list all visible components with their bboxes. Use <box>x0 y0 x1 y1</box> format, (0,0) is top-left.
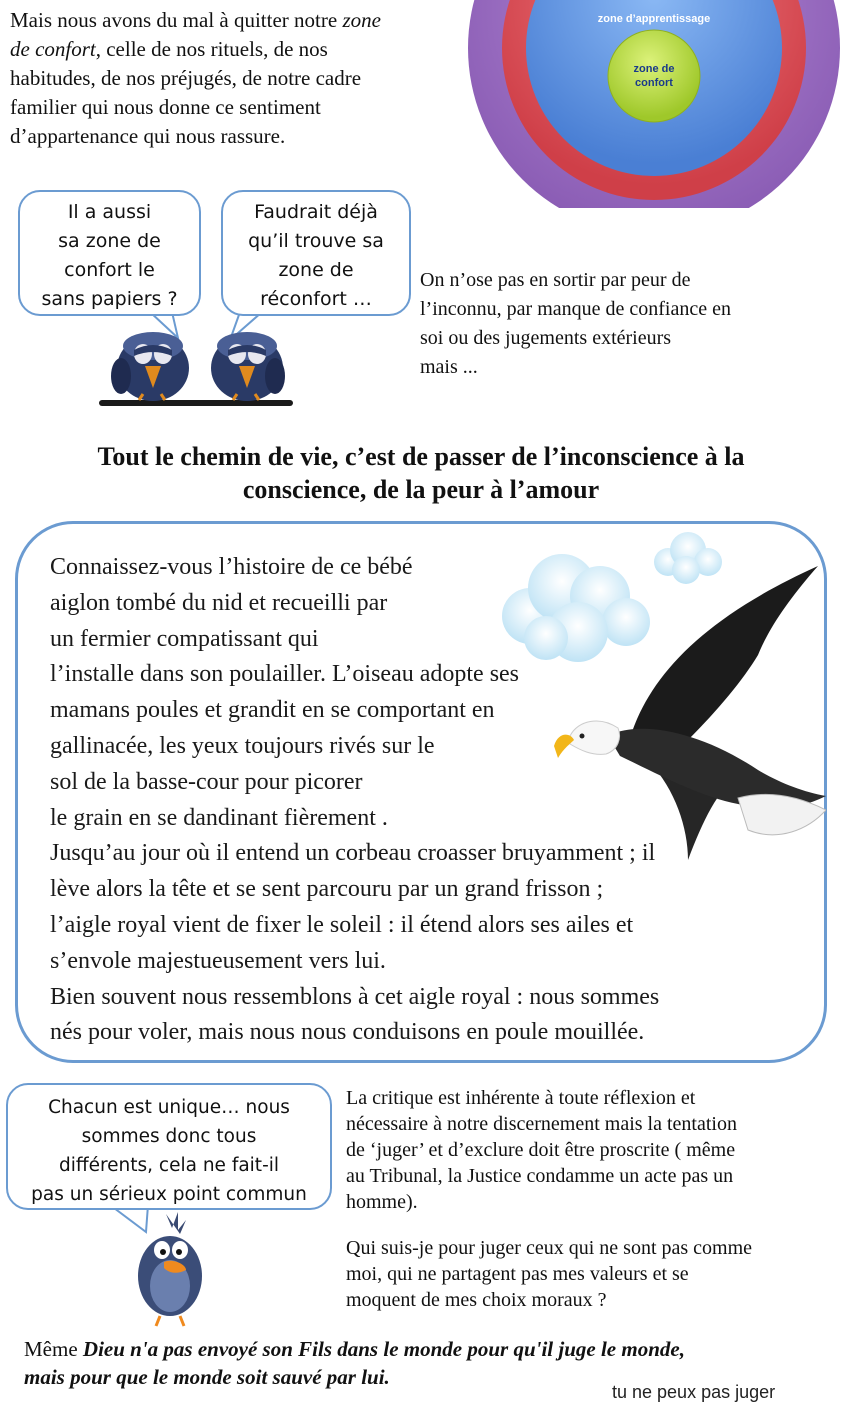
inner-zone-label-1: zone de <box>633 63 675 75</box>
story-line: Connaissez-vous l’histoire de ce bébé <box>50 554 413 580</box>
bubble-right-line: réconfort … <box>260 288 372 310</box>
story-line: s’envole majestueusement vers lui. <box>50 947 386 974</box>
zone-text-line: l’inconnu, par manque de confiance en <box>420 298 731 320</box>
speech-bubble-left <box>18 190 201 316</box>
bird-left <box>111 332 189 401</box>
story-line: un fermier compatissant qui <box>50 625 319 652</box>
story-line: l’aigle royal vient de fixer le soleil : il étend alors ses ailes et <box>50 911 634 938</box>
bubble-bottom-line: pas un sérieux point commun <box>31 1184 307 1205</box>
story-line: Jusqu’au jour où il entend un corbeau croasser bruyamment ; il <box>50 840 656 867</box>
bubble-right-line: qu’il trouve sa <box>248 230 384 252</box>
bird-right <box>211 332 285 401</box>
story-line: mamans poules et grandit en se comportant en <box>50 697 495 724</box>
story-line: lève alors la tête et se sent parcouru par un grand frisson ; <box>50 876 604 903</box>
bubble-left-line: sa zone de <box>58 230 161 252</box>
intro-line-2: , celle de nos rituels, de nos <box>95 37 328 61</box>
bubble-bottom-line: Chacun est unique… nous <box>48 1097 290 1118</box>
critique-paragraph <box>346 1085 832 1215</box>
critique-line: homme). <box>346 1191 418 1213</box>
story-line: le grain en se dandinant fièrement . <box>50 804 388 831</box>
inner-zone-label-2: confort <box>635 77 673 89</box>
bubble-left-line: confort le <box>64 259 155 281</box>
story-line: aiglon tombé du nid et recueilli par <box>50 589 388 616</box>
headline-line-2: conscience, de la peur à l’amour <box>242 475 600 504</box>
headline-line-1: Tout le chemin de vie, c’est de passer de l’inconscience à la <box>97 442 745 471</box>
bubble-right-line: zone de <box>278 259 354 281</box>
outer-zone-label: zone d’apprentissage <box>597 13 711 25</box>
speech-bubble-bottom <box>6 1083 332 1210</box>
question-line: moquent de mes choix moraux ? <box>346 1289 607 1311</box>
question-line: moi, qui ne partagent pas mes valeurs et se <box>346 1263 689 1285</box>
bible-italic-1: Dieu n'a pas envoyé son Fils dans le monde pour qu'il juge le monde, <box>82 1337 685 1361</box>
intro-italic-confort: de confort <box>10 37 96 61</box>
eagle-story-text <box>50 550 820 1051</box>
story-line: sol de la basse-cour pour picorer <box>50 768 363 795</box>
zone-text-line: mais ... <box>420 356 478 378</box>
critique-line: de ‘juger’ et d’exclure doit être proscrite ( même <box>346 1139 736 1161</box>
zone-text-line: soi ou des jugements extérieurs <box>420 327 672 349</box>
fear-of-unknown-paragraph <box>420 266 830 382</box>
speech-bubble-right <box>221 190 411 316</box>
intro-line-5: d’appartenance qui nous rassure. <box>10 124 286 148</box>
story-line: l’installe dans son poulailler. L’oiseau adopte ses <box>50 661 520 688</box>
section-headline <box>14 440 828 506</box>
bible-prefix: Même <box>24 1337 83 1361</box>
bible-italic-2: mais pour que le monde soit sauvé par lui. <box>24 1365 390 1389</box>
bubble-left-line: Il a aussi <box>67 201 152 223</box>
bubble-left-line: sans papiers ? <box>41 288 178 310</box>
intro-italic-zone: zone <box>342 8 381 32</box>
question-line: Qui suis-je pour juger ceux qui ne sont pas comme <box>346 1237 753 1259</box>
question-paragraph <box>346 1235 832 1313</box>
intro-line-4: familier qui nous donne ce sentiment <box>10 95 321 119</box>
birds-on-branch-illustration <box>95 318 295 410</box>
bubble-bottom-line: sommes donc tous <box>81 1126 257 1147</box>
footer-cutoff-text: tu ne peux pas juger <box>612 1382 776 1402</box>
critique-line: au Tribunal, la Justice condamme un acte pas un <box>346 1165 734 1187</box>
single-bird-illustration <box>128 1210 210 1328</box>
zone-text-line: On n’ose pas en sortir par peur de <box>420 269 691 291</box>
bubble-bottom-line: différents, cela ne fait-il <box>58 1155 280 1176</box>
branch <box>99 400 293 406</box>
intro-line-3: habitudes, de nos préjugés, de notre cadre <box>10 66 362 90</box>
story-line: nés pour voler, mais nous nous conduisons en poule mouillée. <box>50 1019 645 1046</box>
bird-crest <box>166 1212 186 1234</box>
bubble-right-line: Faudrait déjà <box>254 201 378 223</box>
comfort-core <box>608 30 700 122</box>
story-line: Bien souvent nous ressemblons à cet aigle royal : nous sommes <box>50 983 660 1010</box>
comfort-zone-diagram <box>468 0 840 208</box>
critique-line: La critique est inhérente à toute réflexion et <box>346 1087 696 1109</box>
story-line: gallinacée, les yeux toujours rivés sur le <box>50 732 435 759</box>
intro-line-1: Mais nous avons du mal à quitter notre <box>10 8 343 32</box>
intro-paragraph <box>10 6 455 151</box>
critique-line: nécessaire à notre discernement mais la tentation <box>346 1113 737 1135</box>
